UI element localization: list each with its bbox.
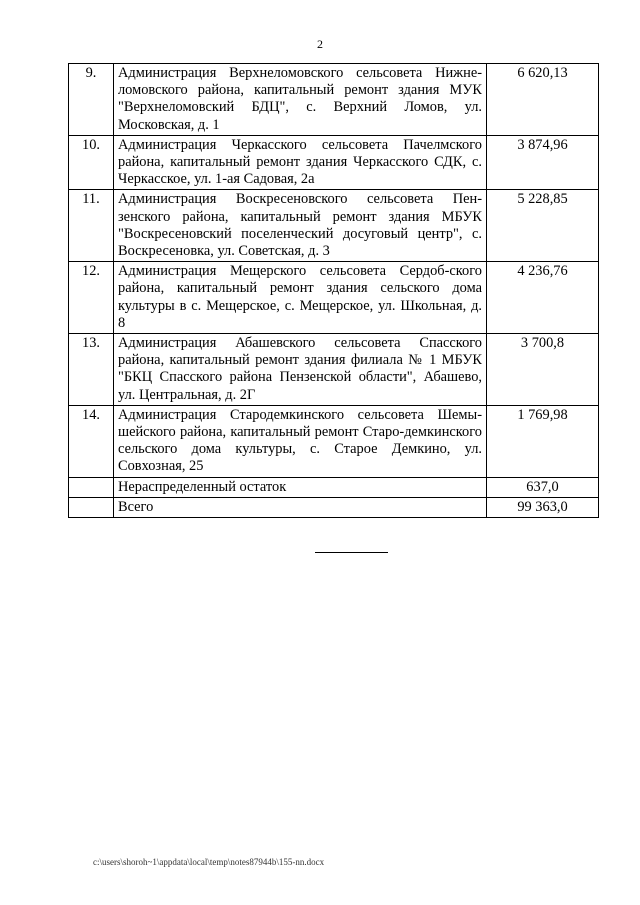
row-description: Администрация Абашевского сельсовета Спасского района, капитальный ремонт здания филиала № 1 МБУК "БКЦ Спасского района Пензенской области", Абашево, ул. Центральная, д. 2Г xyxy=(114,334,487,406)
table-row xyxy=(69,135,599,190)
row-number: 9. xyxy=(69,64,114,136)
row-amount: 3 700,8 xyxy=(487,334,599,406)
row-amount: 4 236,76 xyxy=(487,262,599,334)
table-row xyxy=(69,190,599,262)
row-description: Администрация Стародемкинского сельсовета Шемы-шейского района, капитальный ремонт Старо-демкинского сельского дома культуры, с. Старое Демкино, ул. Совхозная, 25 xyxy=(114,405,487,477)
row-description: Администрация Верхнеломовского сельсовета Нижне-ломовского района, капитальный ремонт здания МУК "Верхнеломовский БДЦ", с. Верхний Ломов, ул. Московская, д. 1 xyxy=(114,64,487,136)
allocation-table xyxy=(68,63,599,518)
row-number: 13. xyxy=(69,334,114,406)
row-amount: 6 620,13 xyxy=(487,64,599,136)
unallocated-amount: 637,0 xyxy=(487,477,599,497)
row-number: 12. xyxy=(69,262,114,334)
row-number: 11. xyxy=(69,190,114,262)
table-row xyxy=(69,334,599,406)
row-number: 14. xyxy=(69,405,114,477)
unallocated-label: Нераспределенный остаток xyxy=(114,477,487,497)
table-row xyxy=(69,405,599,477)
row-description: Администрация Мещерского сельсовета Сердоб-ского района, капитальный ремонт здания сельского дома культуры в с. Мещерское, с. Мещерское, ул. Школьная, д. 8 xyxy=(114,262,487,334)
row-number-empty xyxy=(69,477,114,497)
total-label: Всего xyxy=(114,497,487,517)
row-description: Администрация Черкасского сельсовета Пачелмского района, капитальный ремонт здания Черкасского СДК, с. Черкасское, ул. 1-ая Садовая, 2а xyxy=(114,135,487,190)
row-number-empty xyxy=(69,497,114,517)
unallocated-row xyxy=(69,477,599,497)
row-number: 10. xyxy=(69,135,114,190)
footer-file-path: c:\users\shoroh~1\appdata\local\temp\notes87944b\155-nn.docx xyxy=(93,857,325,867)
table-row xyxy=(69,64,599,136)
row-amount: 5 228,85 xyxy=(487,190,599,262)
row-amount: 1 769,98 xyxy=(487,405,599,477)
page-number: 2 xyxy=(317,37,323,51)
row-amount: 3 874,96 xyxy=(487,135,599,190)
row-description: Администрация Воскресеновского сельсовета Пен-зенского района, капитальный ремонт здания МБУК "Воскресеновский поселенческий досуговый центр", с. Воскресеновка, ул. Советская, д. 3 xyxy=(114,190,487,262)
total-amount: 99 363,0 xyxy=(487,497,599,517)
total-row xyxy=(69,497,599,517)
separator-line xyxy=(315,552,388,553)
table-row xyxy=(69,262,599,334)
